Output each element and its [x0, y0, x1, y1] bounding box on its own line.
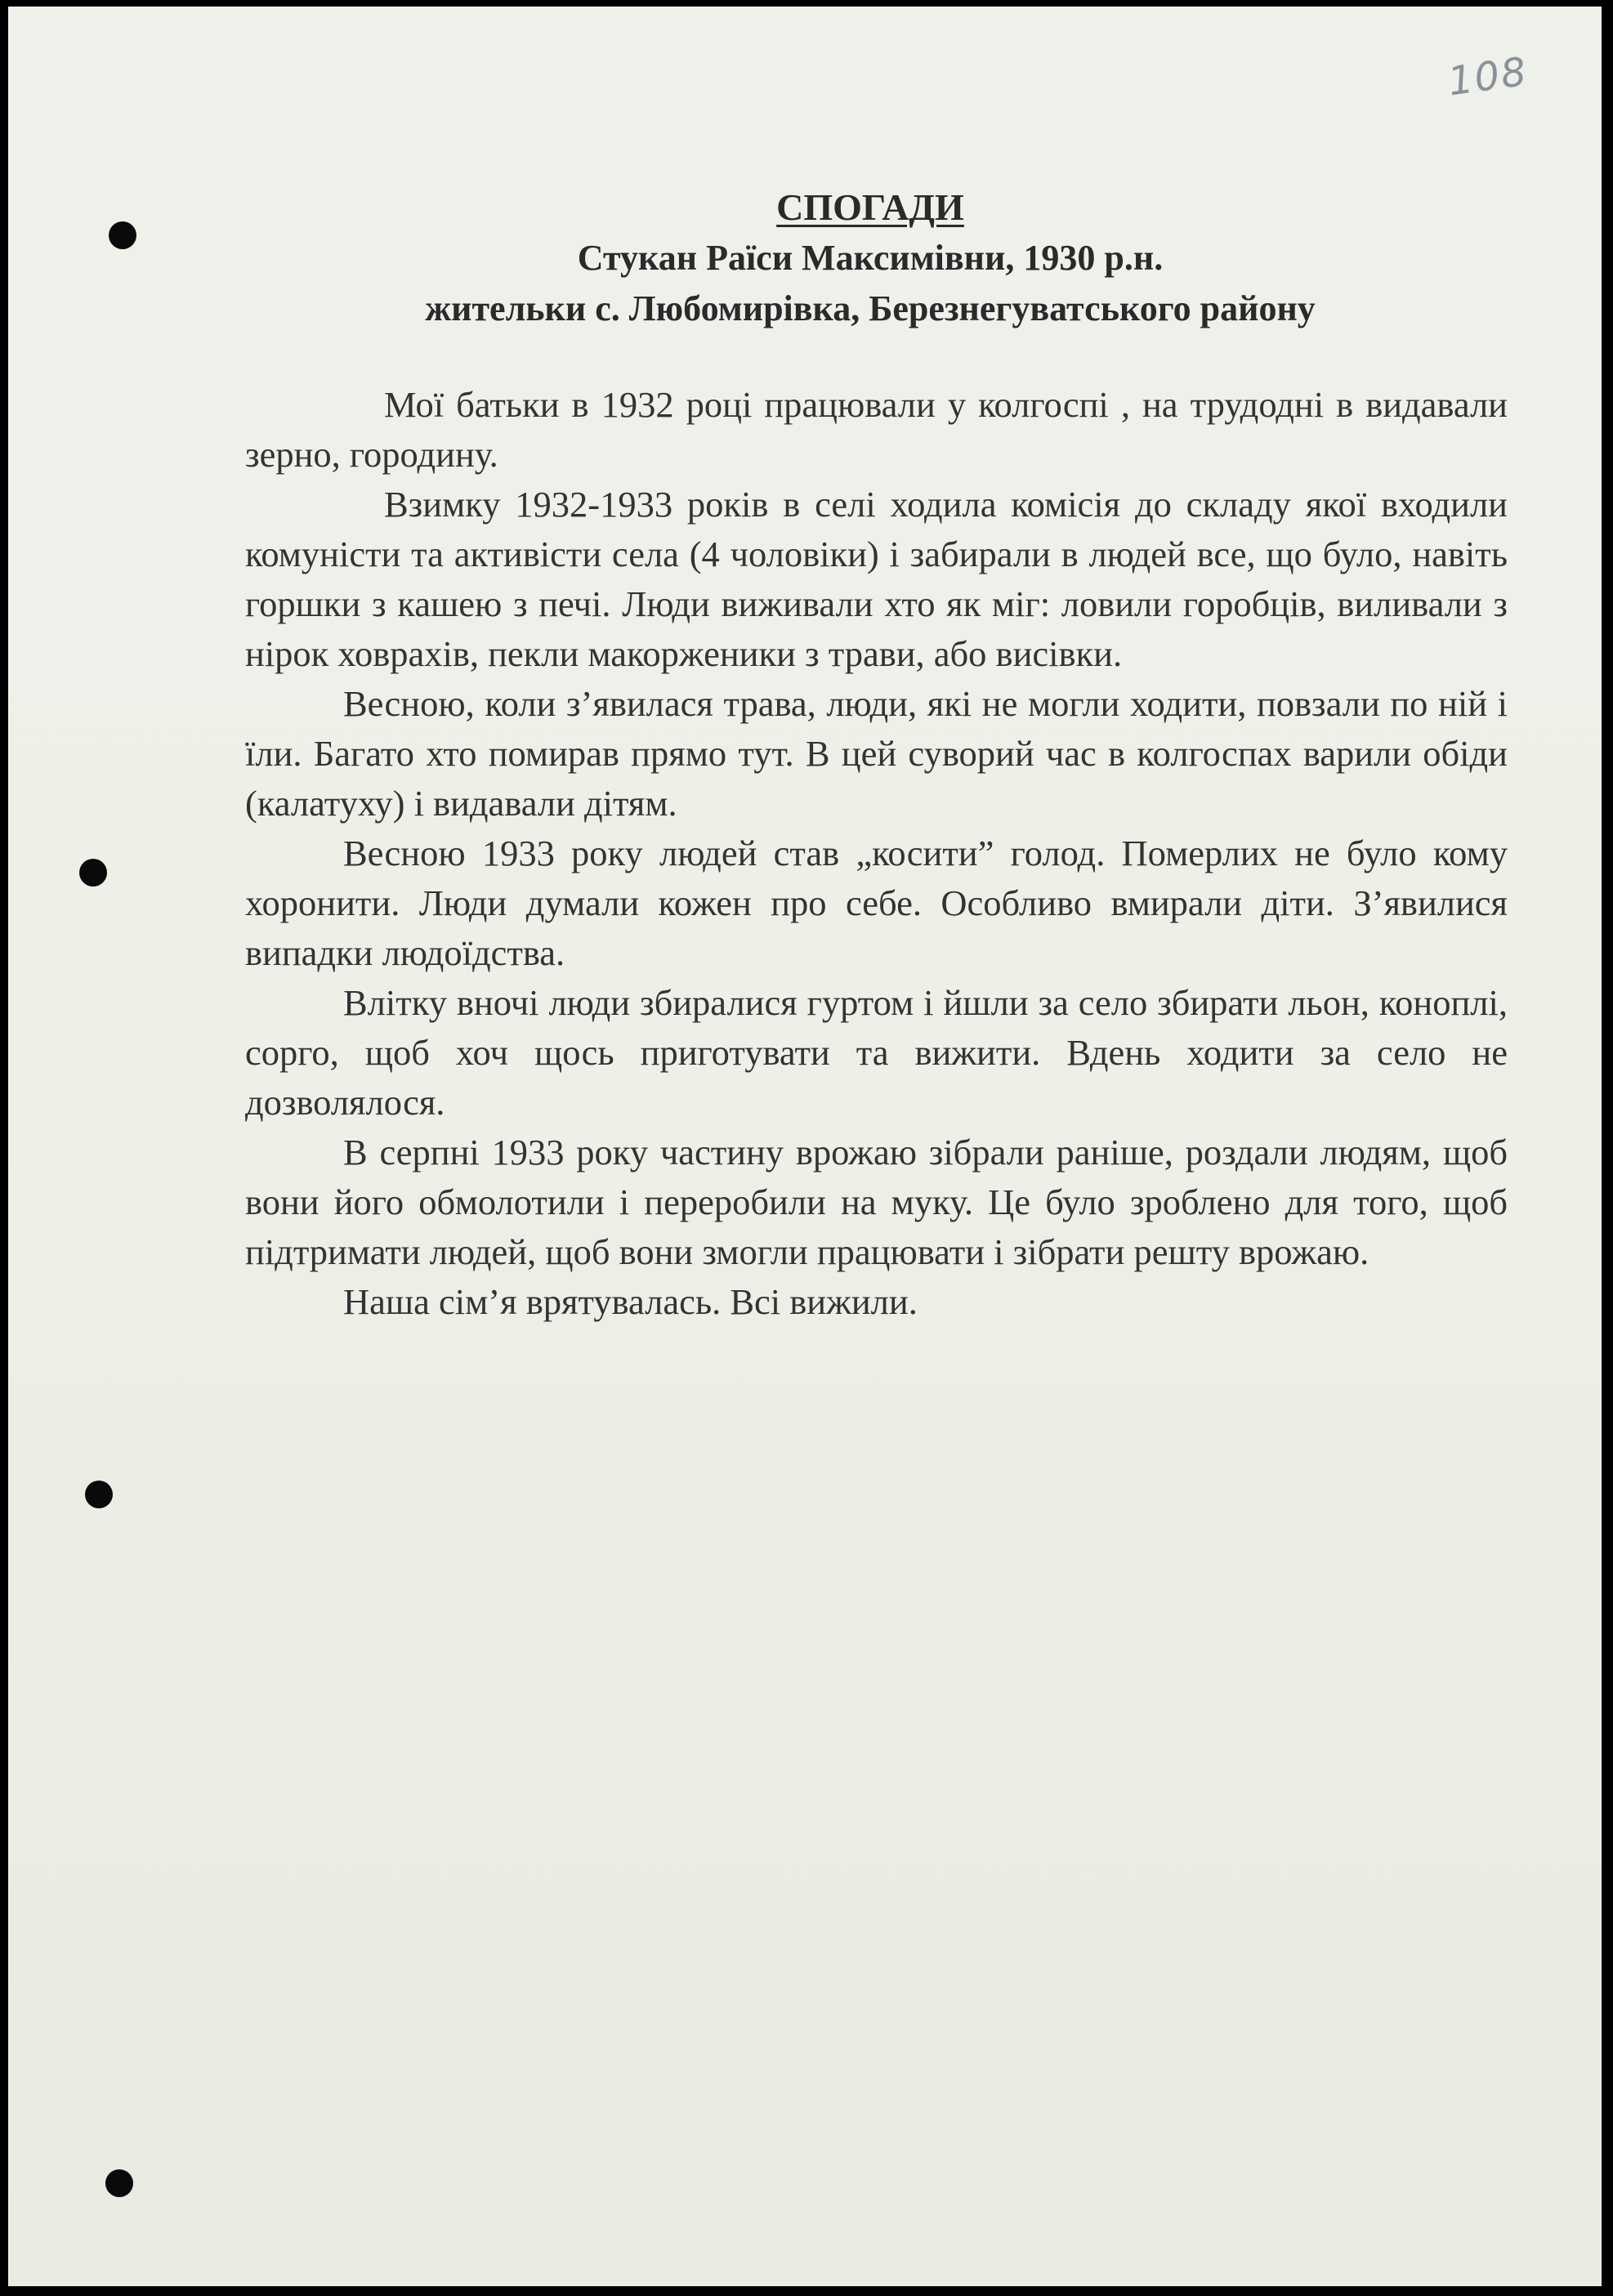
paragraph: Весною, коли з’явилася трава, люди, які не могли ходити, повзали по ній і їли. Багато хто помирав прямо тут. В цей суворий час в колгоспах варили обіди (калатуху) і видавали дітям.: [245, 683, 1508, 824]
paragraph: Влітку вночі люди збиралися гуртом і йшли за село збирати льон, коноплі, сорго, щоб хоч щось приготувати та вижити. Вдень ходити за село не дозволялося.: [245, 982, 1508, 1123]
document-header: [237, 182, 1504, 334]
document-subtitle-place: жительки с. Любомирівка, Березнегуватського району: [425, 288, 1316, 328]
paragraph: Мої батьки в 1932 році працювали у колгоспі , на трудодні в видавали зерно, городину.: [245, 384, 1508, 475]
document-page: [8, 7, 1602, 2286]
document-body: [245, 380, 1508, 1327]
document-subtitle-name: Стукан Раїси Максимівни, 1930 р.н.: [577, 238, 1164, 278]
punch-hole-4: [105, 2169, 133, 2197]
punch-hole-2: [79, 859, 107, 887]
punch-hole-3: [85, 1481, 113, 1508]
paragraph: Взимку 1932-1933 років в селі ходила комісія до складу якої входили комуністи та активісти села (4 чоловіки) і забирали в людей все, що було, навіть горшки з кашею з печі. Люди виживали хто як міг: ловили горобців, виливали з нірок ховрахів, пекли макорженики з трави, або висівки.: [245, 484, 1508, 674]
paragraph: Весною 1933 року людей став „косити” голод. Померлих не було кому хоронити. Люди думали кожен про себе. Особливо вмирали діти. З’явилися випадки людоїдства.: [245, 833, 1508, 973]
punch-hole-1: [109, 221, 136, 249]
paragraph: Наша сім’я врятувалась. Всі вижили.: [343, 1281, 918, 1322]
document-title: СПОГАДИ: [776, 186, 964, 228]
handwritten-page-number: 108: [1445, 48, 1531, 105]
paragraph: В серпні 1933 року частину врожаю зібрали раніше, роздали людям, щоб вони його обмолотили і переробили на муку. Це було зроблено для того, щоб підтримати людей, щоб вони змогли працювати і зібрати решту врожаю.: [245, 1132, 1508, 1272]
